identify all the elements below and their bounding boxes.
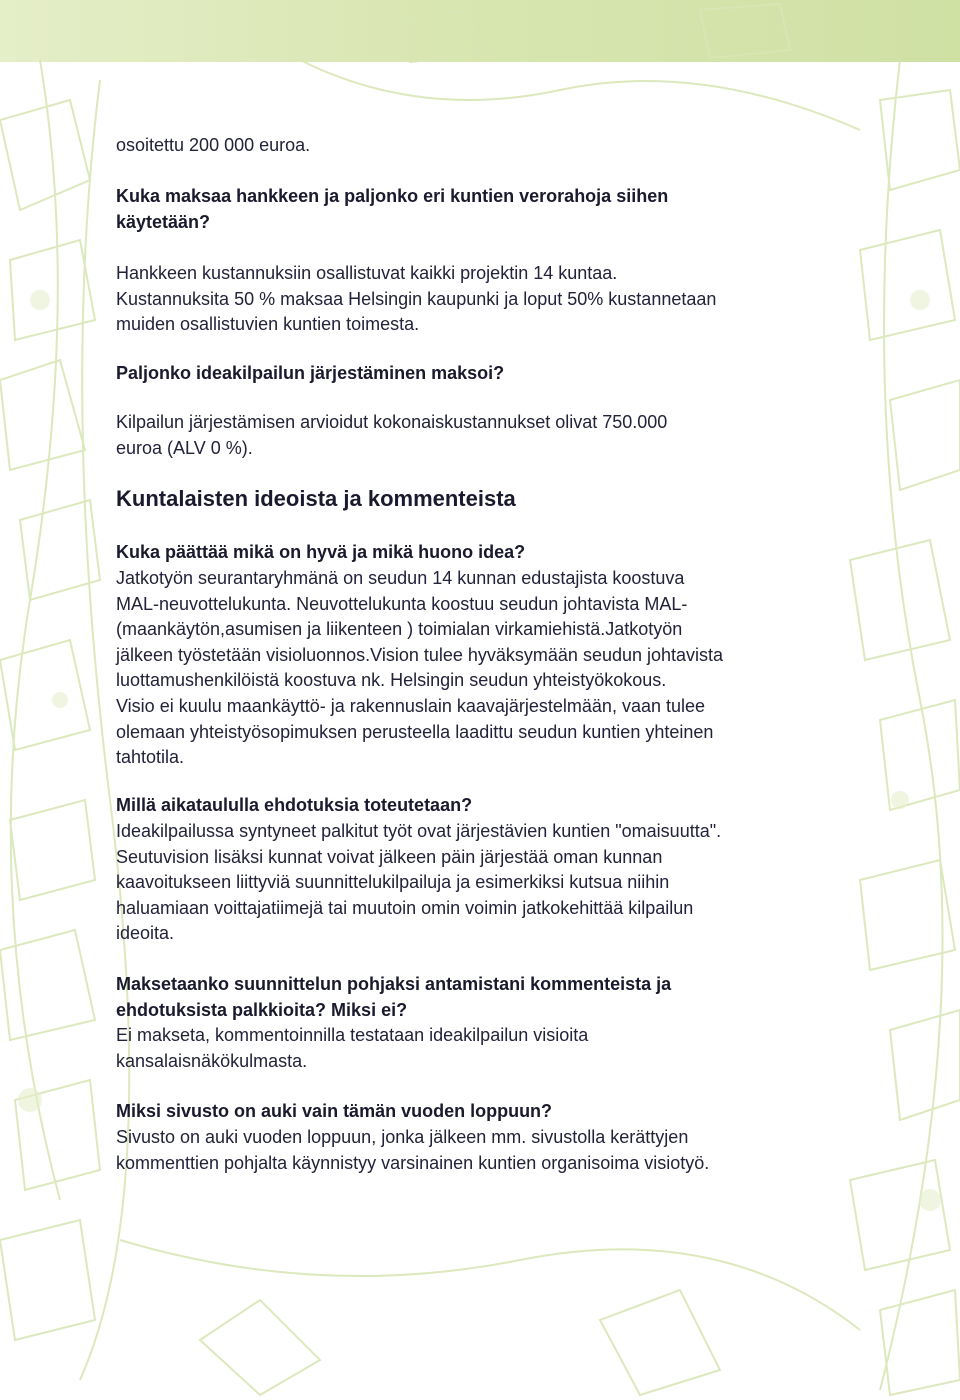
section-heading: Kuntalaisten ideoista ja kommenteista	[116, 486, 516, 511]
answer-line: kommenttien pohjalta käynnistyy varsinainen kuntien organisoima visiotyö.	[116, 1152, 710, 1173]
question-site-open: Miksi sivusto on auki vain tämän vuoden loppuun?	[116, 1101, 553, 1121]
question-line: ehdotuksista palkkioita? Miksi ei?	[116, 999, 408, 1020]
answer-line: Jatkotyön seurantaryhmänä on seudun 14 kunnan edustajista koostuva	[116, 568, 685, 588]
answer-line: luottamushenkilöistä koostuva nk. Helsingin seudun yhteistyökokous.	[116, 670, 667, 691]
question-line: käytetään?	[116, 211, 211, 232]
answer-line: Kustannuksita 50 % maksaa Helsingin kaupunki ja loput 50% kustannetaan	[116, 288, 717, 309]
answer-site-open	[116, 1125, 836, 1176]
answer-funding	[116, 261, 836, 338]
answer-line: kansalaisnäkökulmasta.	[116, 1050, 308, 1071]
answer-line: muiden osallistuvien kuntien toimesta.	[116, 314, 420, 335]
question-line: Maksetaanko suunnittelun pohjaksi antamistani kommenteista ja	[116, 974, 672, 994]
answer-line: kaavoitukseen liittyviä suunnittelukilpailuja ja esimerkiksi kutsua niihin	[116, 872, 670, 893]
answer-line: MAL-neuvottelukunta. Neuvottelukunta koostuu seudun johtavista MAL-	[116, 593, 688, 614]
answer-line: Ei makseta, kommentoinnilla testataan ideakilpailun visioita	[116, 1025, 589, 1045]
answer-line: olemaan yhteistyösopimuksen perusteella laadittu seudun kuntien yhteinen	[116, 721, 714, 742]
answer-cost	[116, 410, 836, 461]
answer-line: ideoita.	[116, 923, 175, 944]
question-cost: Paljonko ideakilpailun järjestäminen maksoi?	[116, 363, 505, 383]
answer-line: Ideakilpailussa syntyneet palkitut työt ovat järjestävien kuntien "omaisuutta".	[116, 821, 722, 841]
intro-text: osoitettu 200 000 euroa.	[116, 135, 311, 155]
answer-line: tahtotila.	[116, 747, 185, 768]
question-line: Kuka maksaa hankkeen ja paljonko eri kuntien verorahoja siihen	[116, 186, 669, 206]
answer-line: jälkeen työstetään visioluonnos.Vision tulee hyväksymään seudun johtavista	[116, 644, 724, 665]
answer-compensation	[116, 1023, 836, 1074]
answer-line: Sivusto on auki vuoden loppuun, jonka jälkeen mm. sivustolla kerättyjen	[116, 1127, 689, 1147]
answer-line: (maankäytön,asumisen ja liikenteen ) toimialan virkamiehistä.Jatkotyön	[116, 619, 683, 640]
answer-decides	[116, 566, 836, 771]
answer-line: haluamiaan voittajatiimejä tai muutoin omin voimin jatkokehittää kilpailun	[116, 897, 694, 918]
question-decides: Kuka päättää mikä on hyvä ja mikä huono idea?	[116, 542, 526, 562]
question-funding	[116, 184, 836, 235]
answer-line: Seutuvision lisäksi kunnat voivat jälkeen päin järjestää oman kunnan	[116, 846, 663, 867]
answer-line: euroa (ALV 0 %).	[116, 437, 253, 458]
answer-line: Kilpailun järjestämisen arvioidut kokonaiskustannukset olivat 750.000	[116, 412, 668, 432]
answer-schedule	[116, 819, 836, 947]
answer-line: Visio ei kuulu maankäyttö- ja rakennuslain kaavajärjestelmään, vaan tulee	[116, 695, 706, 716]
answer-line: Hankkeen kustannuksiin osallistuvat kaikki projektin 14 kuntaa.	[116, 263, 618, 283]
question-compensation	[116, 972, 836, 1023]
question-schedule: Millä aikataululla ehdotuksia toteutetaan?	[116, 795, 473, 815]
